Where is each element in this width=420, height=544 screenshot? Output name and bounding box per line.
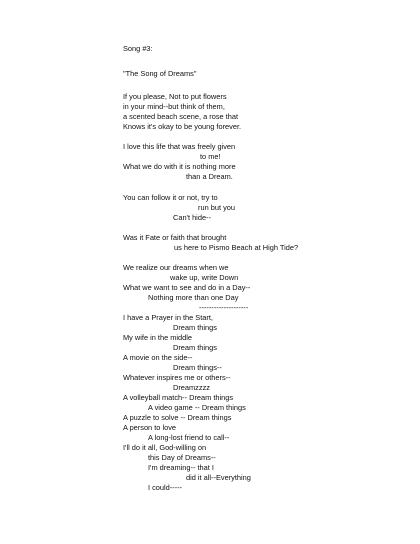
lyric-line: Dream things xyxy=(173,323,217,332)
lyric-line: We realize our dreams when we xyxy=(123,263,229,272)
lyric-line: did it all--Everything xyxy=(186,473,251,482)
lyric-line: us here to Pismo Beach at High Tide? xyxy=(174,243,299,252)
lyric-line: Nothing more than one Day xyxy=(148,293,239,302)
lyric-line: I'm dreaming-- that I xyxy=(148,463,214,472)
lyric-line: run but you xyxy=(198,203,235,212)
song-number-heading: Song #3: xyxy=(123,44,153,53)
lyric-line: If you please, Not to put flowers xyxy=(123,92,227,101)
lyric-line: wake up, write Down xyxy=(170,273,239,282)
lyric-line: than a Dream. xyxy=(186,172,233,181)
lyric-line: Dream things xyxy=(173,343,217,352)
lyric-line: in your mind--but think of them, xyxy=(123,102,225,111)
lyric-line: I love this life that was freely given xyxy=(123,142,236,151)
separator-line: -------------------- xyxy=(199,303,249,312)
lyric-line: Was it Fate or faith that brought xyxy=(123,233,227,242)
lyric-line: I could----- xyxy=(148,483,183,492)
lyric-line: A video game -- Dream things xyxy=(148,403,246,412)
lyric-line: a scented beach scene, a rose that xyxy=(123,112,239,121)
lyric-line: to me! xyxy=(200,152,221,161)
song-title: "The Song of Dreams" xyxy=(123,69,197,78)
lyric-line: this Day of Dreams-- xyxy=(148,453,216,462)
lyric-line: A puzzle to solve -- Dream things xyxy=(123,413,232,422)
lyric-line: Dream things-- xyxy=(173,363,222,372)
lyric-line: You can follow it or not, try to xyxy=(123,193,218,202)
lyric-line: Whatever inspires me or others-- xyxy=(123,373,231,382)
lyric-line: What we do with it is nothing more xyxy=(123,162,236,171)
lyric-line: What we want to see and do in a Day-- xyxy=(123,283,251,292)
lyric-line: Can't hide-- xyxy=(173,213,211,222)
lyric-line: Dreamzzzz xyxy=(173,383,210,392)
lyric-line: A movie on the side-- xyxy=(123,353,193,362)
lyric-line: Knows it's okay to be young forever. xyxy=(123,122,242,131)
lyric-line: A person to love xyxy=(123,423,177,432)
lyric-line: A long-lost friend to call-- xyxy=(148,433,230,442)
lyric-line: My wife in the middle xyxy=(123,333,193,342)
lyric-line: I'll do it all, God-willing on xyxy=(123,443,207,452)
lyric-line: I have a Prayer in the Start, xyxy=(123,313,213,322)
lyric-line: A volleyball match-- Dream things xyxy=(123,393,234,402)
